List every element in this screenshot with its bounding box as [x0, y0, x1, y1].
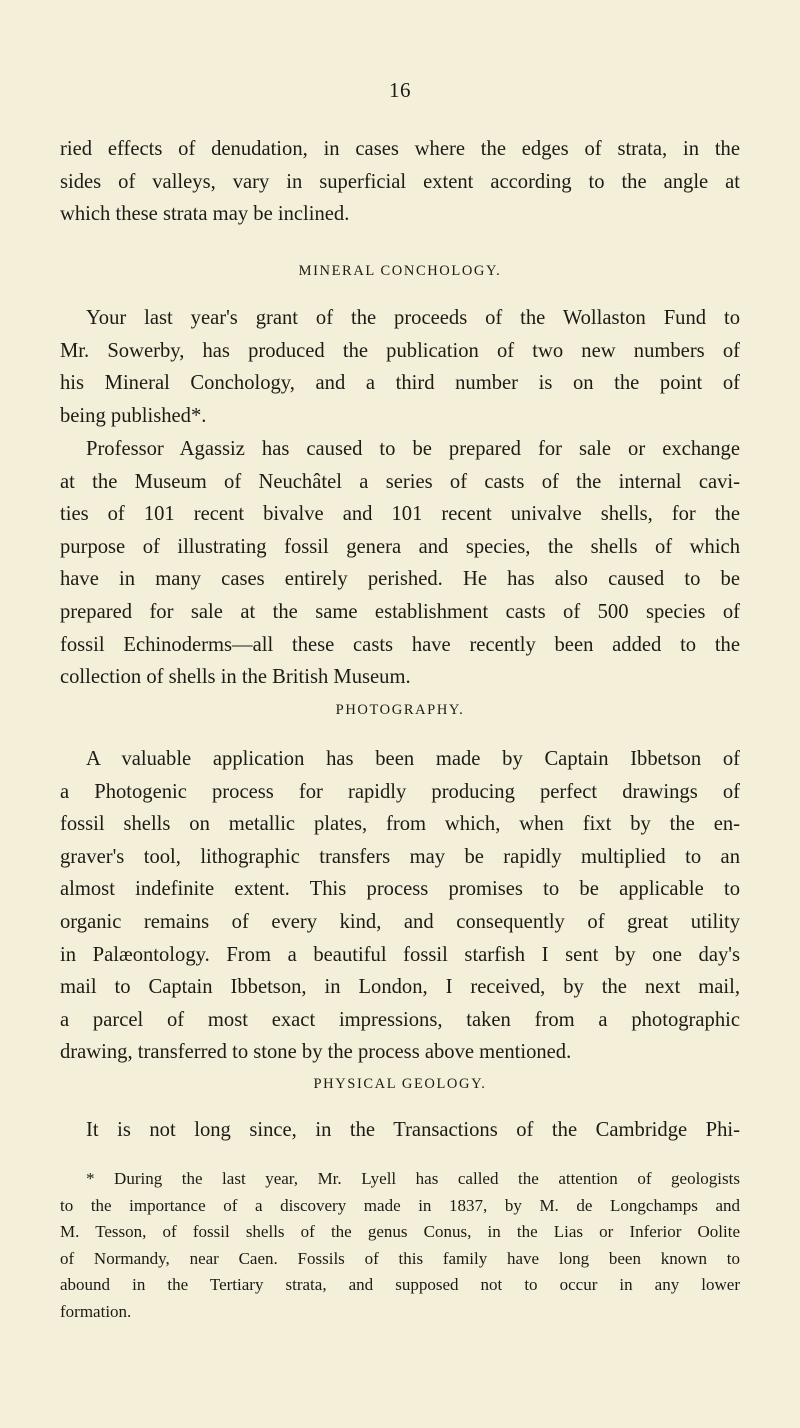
text-line: a parcel of most exact impressions, taken from a photographic [60, 1008, 740, 1031]
text-line: collection of shells in the British Museum. [60, 666, 411, 689]
footnote-line: abound in the Tertiary strata, and supposed not to occur in any lower [60, 1275, 740, 1295]
text-line: fossil shells on metallic plates, from which, when fixt by the en- [60, 813, 740, 836]
physical-geology-paragraph [60, 1114, 740, 1147]
text-line: Mr. Sowerby, has produced the publication of two new numbers of [60, 339, 740, 362]
section-heading-photography: PHOTOGRAPHY. [335, 702, 465, 718]
footnote [60, 1166, 740, 1326]
text-line: a Photogenic process for rapidly producing perfect drawings of [60, 780, 740, 803]
footnote-line: formation. [60, 1301, 132, 1321]
text-line: Professor Agassiz has caused to be prepared for sale or exchange [86, 438, 740, 460]
photography-paragraph [60, 743, 740, 1069]
footnote-line: M. Tesson, of fossil shells of the genus Conus, in the Lias or Inferior Oolite [60, 1222, 740, 1242]
text-line: have in many cases entirely perished. He has also caused to be [60, 568, 740, 591]
text-line: mail to Captain Ibbetson, in London, I received, by the next mail, [60, 976, 740, 999]
text-line: sides of valleys, vary in superficial extent according to the angle at [60, 170, 740, 193]
text-line: in Palæontology. From a beautiful fossil starfish I sent by one day's [60, 943, 740, 966]
text-line: which these strata may be inclined. [60, 203, 350, 226]
mineral-conchology-paragraph-2 [60, 433, 740, 694]
opening-paragraph [60, 133, 740, 231]
text-line: purpose of illustrating fossil genera and species, the shells of which [60, 535, 740, 558]
text-line: prepared for sale at the same establishment casts of 500 species of [60, 600, 740, 623]
page-number: 16 [389, 78, 411, 102]
text-line: It is not long since, in the Transactions of the Cambridge Phi- [86, 1119, 740, 1141]
text-line: his Mineral Conchology, and a third number is on the point of [60, 372, 740, 395]
text-line: being published*. [60, 404, 207, 427]
text-line: graver's tool, lithographic transfers may be rapidly multiplied to an [60, 845, 740, 868]
text-line: ried effects of denudation, in cases where the edges of strata, in the [60, 138, 740, 160]
footnote-line: to the importance of a discovery made in 1837, by M. de Longchamps and [60, 1195, 740, 1215]
text-line: fossil Echinoderms—all these casts have recently been added to the [60, 633, 740, 656]
text-line: A valuable application has been made by Captain Ibbetson of [86, 748, 740, 770]
text-line: Your last year's grant of the proceeds of the Wollaston Fund to [86, 307, 740, 329]
mineral-conchology-paragraph-1 [60, 302, 740, 432]
footnote-line: * During the last year, Mr. Lyell has called the attention of geologists [86, 1169, 740, 1188]
text-line: at the Museum of Neuchâtel a series of casts of the internal cavi- [60, 470, 740, 493]
text-line: almost indefinite extent. This process promises to be applicable to [60, 878, 740, 901]
text-line: drawing, transferred to stone by the process above mentioned. [60, 1041, 572, 1064]
text-line: organic remains of every kind, and consequently of great utility [60, 910, 740, 933]
footnote-line: of Normandy, near Caen. Fossils of this family have long been known to [60, 1248, 740, 1268]
text-line: ties of 101 recent bivalve and 101 recent univalve shells, for the [60, 503, 740, 526]
section-heading-physical-geology: PHYSICAL GEOLOGY. [313, 1076, 487, 1092]
section-heading-mineral-conchology: MINERAL CONCHOLOGY. [298, 263, 502, 279]
